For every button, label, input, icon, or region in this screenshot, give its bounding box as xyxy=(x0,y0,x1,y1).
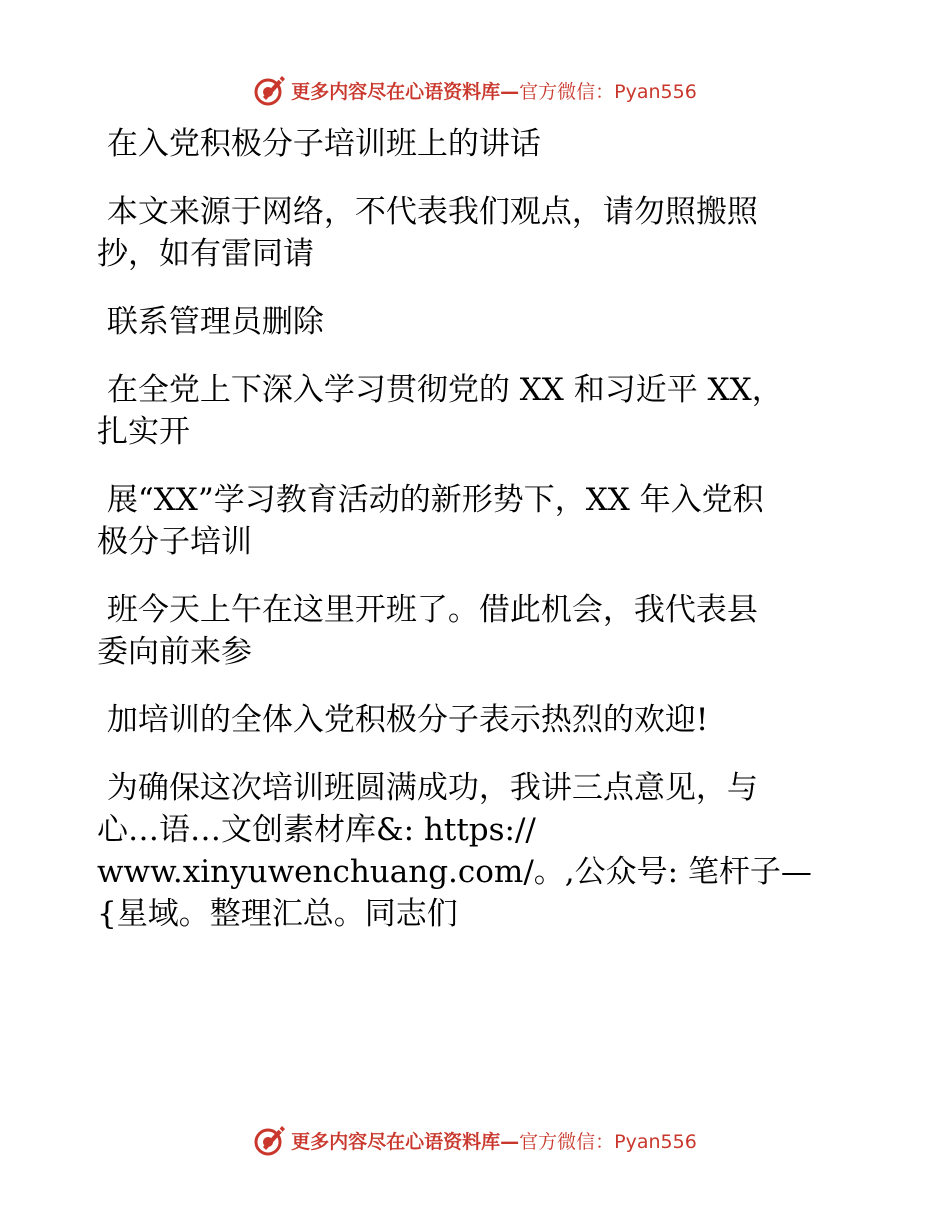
paragraph-line: 展“XX”学习教育活动的新形势下，XX 年入党积 xyxy=(97,482,764,518)
paragraph-line: 抄，如有雷同请 xyxy=(97,236,314,272)
paragraph-line: www.xinyuwenchuang.com/。,公众号: 笔杆子— xyxy=(97,854,812,890)
document-body xyxy=(97,122,857,936)
wechat-id-text: 官方微信：Pyan556 xyxy=(519,80,697,103)
document-title: 在入党积极分子培训班上的讲话 xyxy=(97,126,541,162)
paragraph-line: 联系管理员删除 xyxy=(97,304,324,340)
paragraph-line: 为确保这次培训班圆满成功，我讲三点意见，与 xyxy=(97,770,758,806)
paragraph-line: 委向前来参 xyxy=(97,634,252,670)
paragraph-line: 加培训的全体入党积极分子表示热烈的欢迎! xyxy=(97,702,709,738)
paragraph-line: {星域。整理汇总。同志们 xyxy=(97,896,458,932)
pen-circle-logo-icon xyxy=(253,73,287,107)
wechat-id-text: 官方微信：Pyan556 xyxy=(519,1130,697,1153)
header-watermark xyxy=(0,70,950,110)
watermark-separator: — xyxy=(500,80,520,103)
watermark-text: 更多内容尽在心语资料库 xyxy=(291,80,501,103)
watermark-separator: — xyxy=(500,1130,520,1153)
paragraph-line: 在全党上下深入学习贯彻党的 XX 和习近平 XX， xyxy=(97,372,783,408)
paragraph-line: 本文来源于网络，不代表我们观点，请勿照搬照 xyxy=(97,194,758,230)
paragraph-line: 极分子培训 xyxy=(97,524,252,560)
watermark-text: 更多内容尽在心语资料库 xyxy=(291,1130,501,1153)
footer-watermark xyxy=(0,1120,950,1160)
paragraph-line: 扎实开 xyxy=(97,414,190,450)
paragraph-line: 班今天上午在这里开班了。借此机会，我代表县 xyxy=(97,592,758,628)
pen-circle-logo-icon xyxy=(253,1123,287,1157)
paragraph-line: 心…语…文创素材库&: https:// xyxy=(97,812,536,848)
